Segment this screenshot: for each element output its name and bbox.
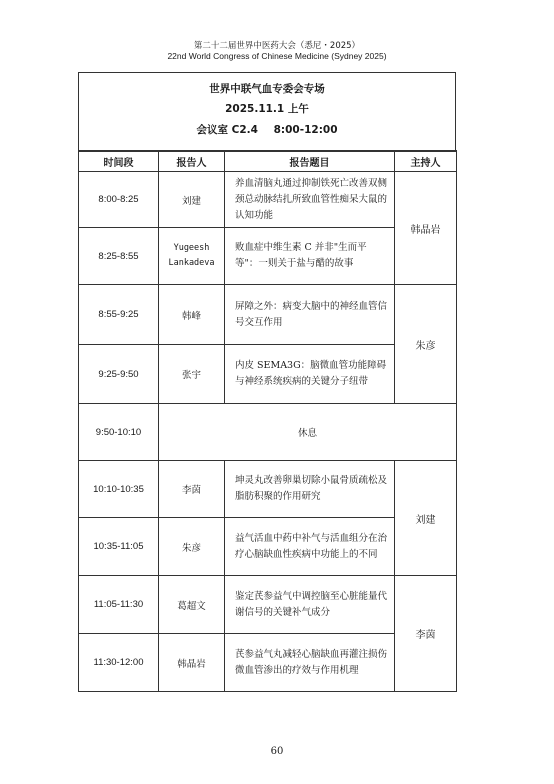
speaker-cell: 张宇 [159,345,225,404]
time-cell: 11:30-12:00 [79,634,159,692]
column-header-time: 时间段 [79,151,159,172]
time-cell: 10:10-10:35 [79,461,159,518]
session-time: 8:00-12:00 [273,124,338,136]
topic-cell: 败血症中维生素 C 并非"生而平等"：一则关于盐与醋的故事 [225,228,395,285]
topic-cell: 养血清脑丸通过抑制铁死亡改善双侧颈总动脉结扎所致血管性痴呆大鼠的认知功能 [225,172,395,228]
break-cell: 休息 [159,404,457,461]
column-header-host: 主持人 [395,151,457,172]
session-date: 2025.11.1 上午 [225,103,309,115]
session-info-box [78,72,456,152]
column-header-speaker: 报告人 [159,151,225,172]
time-cell: 11:05-11:30 [79,576,159,634]
speaker-cell: 韩峰 [159,285,225,345]
table-row [79,461,457,518]
page-number: 60 [270,746,284,757]
speaker-cell: 葛超文 [159,576,225,634]
topic-cell: 坤灵丸改善卵巢切除小鼠骨质疏松及脂肪积聚的作用研究 [225,461,395,518]
topic-cell: 屏障之外：病变大脑中的神经血管信号交互作用 [225,285,395,345]
break-row [79,404,457,461]
session-title: 世界中联气血专委会专场 [209,83,325,95]
speaker-cell: 李茵 [159,461,225,518]
congress-title-chinese: 第二十二届世界中医药大会（悉尼・2025） [193,41,361,51]
speaker-cell: 韩晶岩 [159,634,225,692]
table-header-row [79,151,457,172]
topic-cell: 内皮 SEMA3G：脑微血管功能障碍与神经系统疾病的关键分子纽带 [225,345,395,404]
host-cell: 朱彦 [395,285,457,404]
host-cell: 李茵 [395,576,457,692]
session-room-time [79,122,455,137]
host-cell: 刘建 [395,461,457,576]
topic-cell: 鉴定芪参益气中调控脑至心脏能量代谢信号的关键补气成分 [225,576,395,634]
speaker-cell: 刘建 [159,172,225,228]
time-cell: 8:25-8:55 [79,228,159,285]
session-room: 会议室 C2.4 [196,124,258,136]
table-row [79,576,457,634]
time-cell: 8:00-8:25 [79,172,159,228]
congress-title-english: 22nd World Congress of Chinese Medicine (Sydney 2025) [167,51,387,61]
time-cell: 9:50-10:10 [79,404,159,461]
table-row [79,172,457,228]
time-cell: 9:25-9:50 [79,345,159,404]
time-cell: 8:55-9:25 [79,285,159,345]
table-row [79,285,457,345]
speaker-cell: Yugeesh Lankadeva [159,228,225,285]
speaker-cell: 朱彦 [159,518,225,576]
column-header-topic: 报告题目 [225,151,395,172]
time-cell: 10:35-11:05 [79,518,159,576]
host-cell: 韩晶岩 [395,172,457,285]
topic-cell: 芪参益气丸减轻心脑缺血再灌注损伤微血管渗出的疗效与作用机理 [225,634,395,692]
schedule-table [78,150,457,692]
topic-cell: 益气活血中药中补气与活血组分在治疗心脑缺血性疾病中功能上的不同 [225,518,395,576]
